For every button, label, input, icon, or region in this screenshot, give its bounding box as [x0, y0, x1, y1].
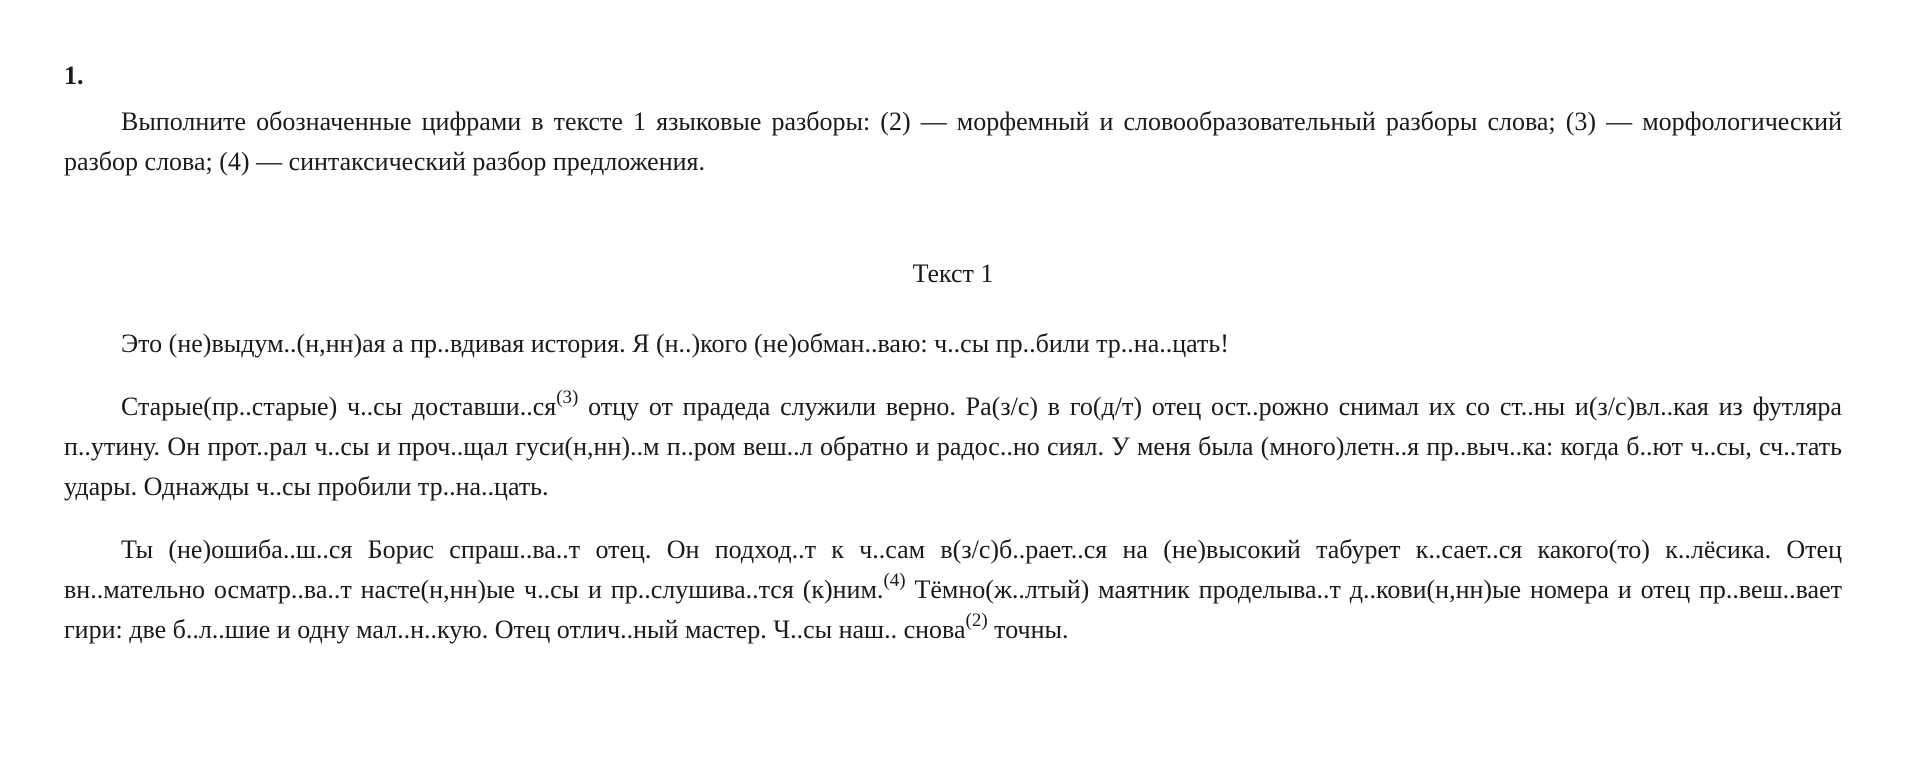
text-paragraph-2	[64, 387, 1842, 507]
task-instruction: Выполните обозначенные цифрами в тексте 1 языковые разборы: (2) — морфемный и словообразовательный разборы слова; (3) — морфологический разбор слова; (4) — синтаксический разбор предложения.	[64, 107, 1842, 176]
text-paragraph-3-part-1: Ты (не)ошиба..ш..ся Борис спраш..ва..т отец. Он подход..т к ч..сам в(з/с)б..рает..ся на (не)высокий табурет к..сает..ся какого(то) к..лёсика. Отец вн..мательно осматр..ва..т насте(н,нн)ые ч..сы и пр..слушива..тся (к)ним.	[64, 535, 1842, 604]
text-paragraph-1: Это (не)выдум..(н,нн)ая а пр..вдивая история. Я (н..)кого (не)обман..ваю: ч..сы пр..били тр..на..цать!	[121, 329, 1229, 358]
text-paragraph-2-part-1: Старые(пр..старые) ч..сы доставши..ся	[121, 392, 557, 421]
text-paragraph-2-part-2: отцу от прадеда служили верно. Ра(з/с) в го(д/т) отец ост..рожно снимал их со ст..ны и(з/с)вл..кая из футляра п..утину. Он прот..рал ч..сы и проч..щал гуси(н,нн)..м п..ром веш..л обратно и радос..но сиял. У меня была (много)летн..я пр..выч..ка: когда б..ют ч..сы, сч..тать удары. Однажды ч..сы пробили тр..на..цать.	[64, 392, 1842, 501]
text-paragraph-3	[64, 530, 1842, 650]
analysis-marker-2: (2)	[965, 610, 988, 632]
text-paragraph-3-part-2: Тёмно(ж..лтый) маятник проделыва..т д..кови(н,нн)ые номера и отец пр..веш..вает гири: две б..л..шие и одну мал..н..кую. Отец отлич..ный мастер. Ч..сы наш.. снова	[64, 575, 1842, 644]
analysis-marker-4: (4)	[883, 570, 906, 592]
document-page	[64, 56, 1842, 673]
task-number: 1.	[64, 61, 84, 90]
analysis-marker-3: (3)	[556, 387, 579, 409]
text-paragraph-3-part-3: точны.	[987, 615, 1069, 644]
text-title: Текст 1	[912, 259, 994, 288]
